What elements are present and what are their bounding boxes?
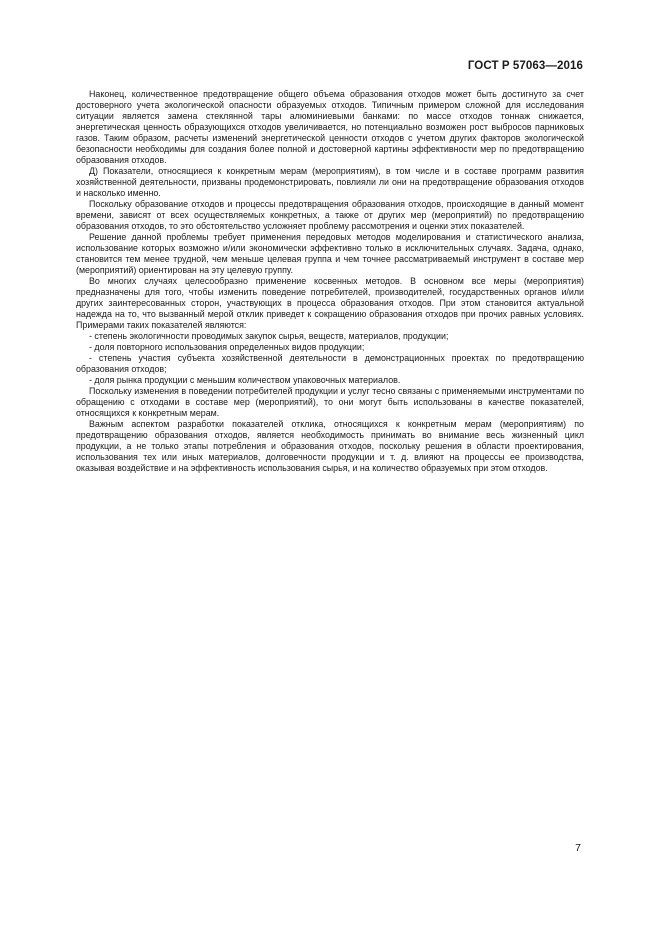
body-text bbox=[76, 89, 584, 474]
list-item: - доля рынка продукции с меньшим количеством упаковочных материалов. bbox=[89, 375, 401, 385]
paragraph: Поскольку образование отходов и процессы предотвращения образования отходов, происходящие в данный момент времени, зависят от всех осуществляемых конкретных, а также от других мер (мероприятий) по предотвращению образования отходов, то это обстоятельство усложняет проблему рассмотрения и оценки этих показателей. bbox=[76, 199, 584, 231]
document-id-header: ГОСТ Р 57063—2016 bbox=[467, 60, 583, 72]
paragraph: Решение данной проблемы требует применения передовых методов моделирования и статистического анализа, использование которых возможно и/или экономически эффективно только в исключительных случаях. Задача, однако, становится тем менее трудной, чем меньше целевая группа и чем точнее рассматриваемый инструмент в составе мер (мероприятий) ориентирован на эту целевую группу. bbox=[76, 232, 584, 275]
paragraph: Поскольку изменения в поведении потребителей продукции и услуг тесно связаны с применяемыми инструментами по обращению с отходами в составе мер (мероприятий), то они могут быть использованы в качестве показателей, относящихся к конкретным мерам. bbox=[76, 386, 584, 418]
paragraph: Д) Показатели, относящиеся к конкретным мерам (мероприятиям), в том числе и в составе программ развития хозяйственной деятельности, призваны продемонстрировать, повлияли ли они на предотвращение образования отходов и насколько именно. bbox=[76, 166, 584, 198]
list-item: - доля повторного использования определенных видов продукции; bbox=[89, 342, 365, 352]
paragraph: Важным аспектом разработки показателей отклика, относящихся к конкретным мерам (мероприятиям) по предотвращению образования отходов, является необходимость принимать во внимание весь жизненный цикл продукции, а не только этапы потребления и образования отходов, поскольку решения в области проектирования, использования тех или иных материалов, долговечности продукции и т. д. влияют на процессы ее производства, оказывая воздействие и на эффективность использования сырья, и на количество образуемых при этом отходов. bbox=[76, 419, 584, 473]
page-number: 7 bbox=[575, 842, 581, 854]
list-item: - степень участия субъекта хозяйственной деятельности в демонстрационных проектах по предотвращению образования отходов; bbox=[76, 353, 584, 374]
paragraph: Наконец, количественное предотвращение общего объема образования отходов может быть достигнуто за счет достоверного учета экологической опасности образуемых отходов. Типичным примером сложной для исследования ситуации является замена стеклянной тары алюминиевыми банками: по массе отходов тоннаж снижается, энергетическая ценность образующихся отходов увеличивается, но потенциально возможен рост выбросов парниковых газов. Таким образом, расчеты изменений энергетической ценности отходов с учетом других факторов экологической безопасности необходимы для создания более полной и достоверной картины эффективности мер по предотвращению образования отходов. bbox=[76, 89, 584, 165]
paragraph: Во многих случаях целесообразно применение косвенных методов. В основном все меры (мероприятия) предназначены для того, чтобы изменить поведение потребителей, производителей, государственных органов и/или других заинтересованных сторон, участвующих в процесса образования отходов. При этом становится актуальной надежда на то, что вызванный мерой отклик приведет к сокращению образования отходов при прочих равных условиях. Примерами таких показателей являются: bbox=[76, 276, 584, 330]
list-item: - степень экологичности проводимых закупок сырья, веществ, материалов, продукции; bbox=[89, 331, 449, 341]
